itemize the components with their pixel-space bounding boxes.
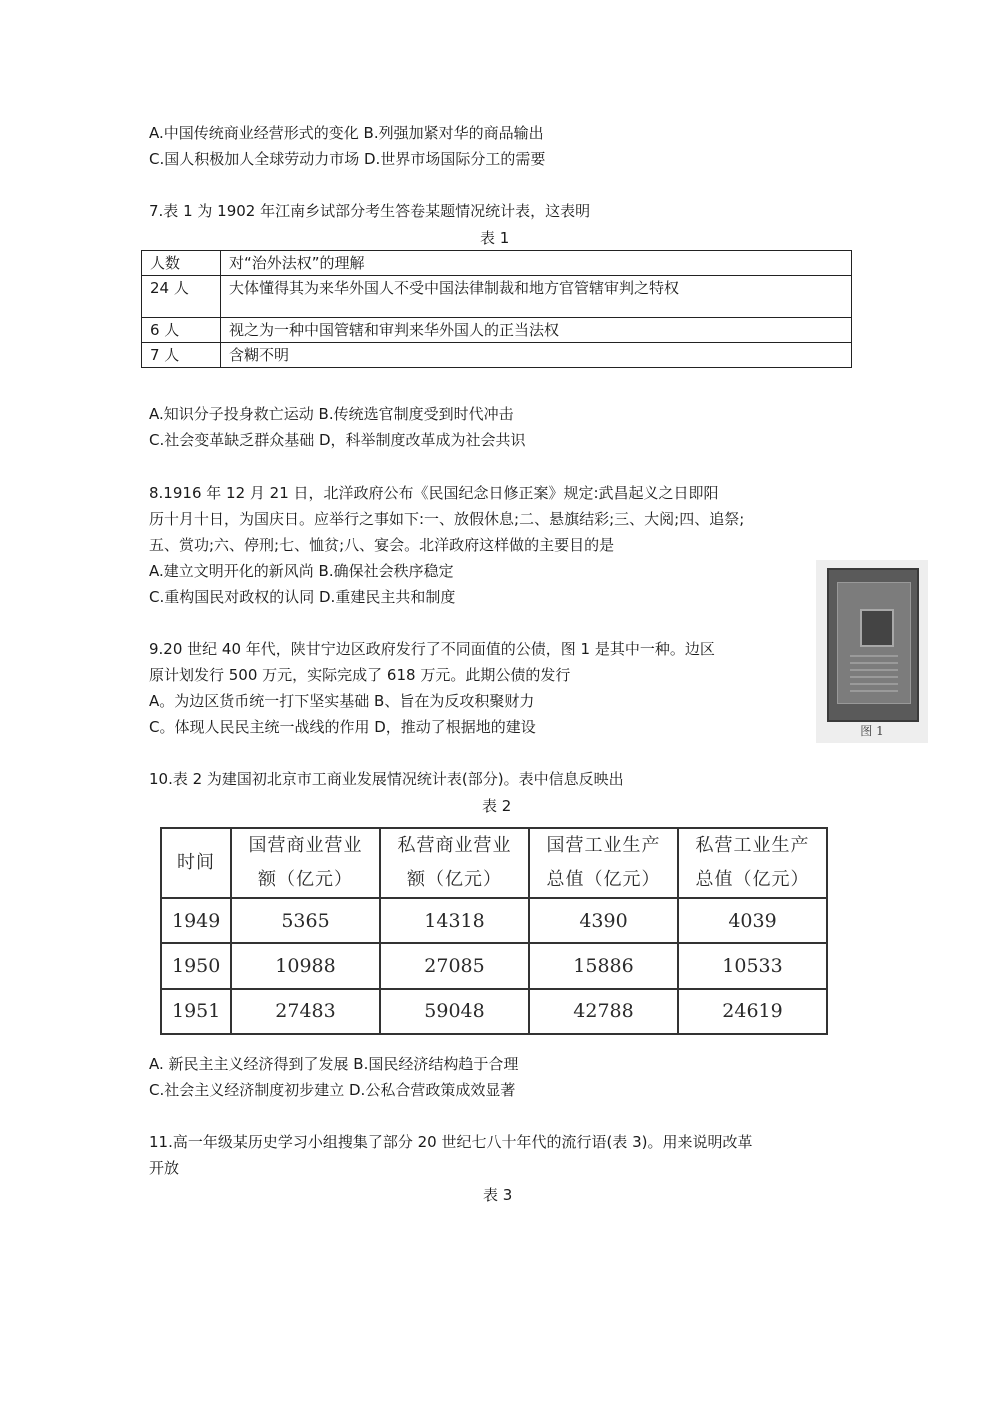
table-cell: 大体懂得其为来华外国人不受中国法律制裁和地方官管辖审判之特权 — [221, 276, 852, 318]
q8-stem-line3: 五、赏功;六、停刑;七、恤贫;八、宴会。北洋政府这样做的主要目的是 — [149, 536, 615, 554]
table-row — [142, 276, 852, 318]
q6-options-line1: A.中国传统商业经营形式的变化 B.列强加紧对华的商品输出 — [149, 124, 544, 142]
q8-options-line1: A.建立文明开化的新风尚 B.确保社会秩序稳定 — [149, 562, 454, 580]
table-cell: 10533 — [678, 943, 827, 988]
figure1-caption: 图 1 — [860, 724, 884, 738]
table1 — [141, 250, 852, 368]
table-cell: 42788 — [529, 989, 678, 1034]
q10-stem: 10.表 2 为建国初北京市工商业发展情况统计表(部分)。表中信息反映出 — [149, 770, 624, 788]
table-row — [142, 251, 852, 276]
table-row — [161, 828, 827, 898]
table-row — [161, 898, 827, 943]
table-cell: 1949 — [161, 898, 231, 943]
table1-title: 表 1 — [480, 229, 510, 247]
table-cell: 人数 — [142, 251, 221, 276]
table-cell: 24 人 — [142, 276, 221, 318]
q9-stem-line1: 9.20 世纪 40 年代，陕甘宁边区政府发行了不同面值的公债，图 1 是其中一种。边区 — [149, 640, 715, 658]
q8-stem-line2: 历十月十日，为国庆日。应举行之事如下:一、放假休息;二、悬旗结彩;三、大阅;四、追祭; — [149, 510, 745, 528]
table-cell: 5365 — [231, 898, 380, 943]
q7-options-line2: C.社会变革缺乏群众基础 D，科举制度改革成为社会共识 — [149, 431, 526, 449]
table-cell: 1951 — [161, 989, 231, 1034]
table-header-cell: 私营工业生产 总值（亿元） — [678, 828, 827, 898]
table-cell: 4390 — [529, 898, 678, 943]
table-cell: 1950 — [161, 943, 231, 988]
table-header-cell: 时间 — [161, 828, 231, 898]
q11-stem-line2: 开放 — [149, 1159, 180, 1177]
q9-stem-line2: 原计划发行 500 万元，实际完成了 618 万元。此期公债的发行 — [149, 666, 571, 684]
table-cell: 59048 — [380, 989, 529, 1034]
table-cell: 7 人 — [142, 343, 221, 368]
q8-stem-line1: 8.1916 年 12 月 21 日，北洋政府公布《民国纪念日修正案》规定:武昌起义之日即阳 — [149, 484, 719, 502]
q9-options-line1: A。为边区货币统一打下坚实基础 B、旨在为反攻积聚财力 — [149, 692, 535, 710]
table-cell: 27483 — [231, 989, 380, 1034]
table-cell: 含糊不明 — [221, 343, 852, 368]
q7-stem: 7.表 1 为 1902 年江南乡试部分考生答卷某题情况统计表，这表明 — [149, 202, 591, 220]
table-row — [142, 343, 852, 368]
q10-options-line1: A. 新民主主义经济得到了发展 B.国民经济结构趋于合理 — [149, 1055, 519, 1073]
table-cell: 视之为一种中国管辖和审判来华外国人的正当法权 — [221, 318, 852, 343]
table3-title: 表 3 — [483, 1186, 513, 1204]
q7-options-line1: A.知识分子投身救亡运动 B.传统选官制度受到时代冲击 — [149, 405, 514, 423]
table-cell: 14318 — [380, 898, 529, 943]
table-header-cell: 国营工业生产 总值（亿元） — [529, 828, 678, 898]
table-row — [142, 318, 852, 343]
bond-certificate-image — [827, 568, 919, 722]
bond-text-lines — [850, 655, 898, 695]
q6-options-line2: C.国人积极加人全球劳动力市场 D.世界市场国际分工的需要 — [149, 150, 546, 168]
q11-stem-line1: 11.高一年级某历史学习小组搜集了部分 20 世纪七八十年代的流行语(表 3)。用来说明改革 — [149, 1133, 753, 1151]
table-cell: 24619 — [678, 989, 827, 1034]
table-row — [161, 943, 827, 988]
q9-options-line2: C。体现人民民主统一战线的作用 D，推动了根据地的建设 — [149, 718, 536, 736]
table-cell: 4039 — [678, 898, 827, 943]
table-cell: 10988 — [231, 943, 380, 988]
q10-options-line2: C.社会主义经济制度初步建立 D.公私合营政策成效显著 — [149, 1081, 516, 1099]
table-cell: 对“治外法权”的理解 — [221, 251, 852, 276]
table2-title: 表 2 — [482, 797, 512, 815]
table-header-cell: 私营商业营业 额（亿元） — [380, 828, 529, 898]
table-cell: 27085 — [380, 943, 529, 988]
table-row — [161, 989, 827, 1034]
bond-seal-icon — [860, 609, 894, 647]
table-cell: 6 人 — [142, 318, 221, 343]
q8-options-line2: C.重构国民对政权的认同 D.重建民主共和制度 — [149, 588, 456, 606]
table-cell: 15886 — [529, 943, 678, 988]
table2 — [160, 827, 828, 1035]
table-header-cell: 国营商业营业 额（亿元） — [231, 828, 380, 898]
figure1-bond-image — [816, 560, 928, 743]
